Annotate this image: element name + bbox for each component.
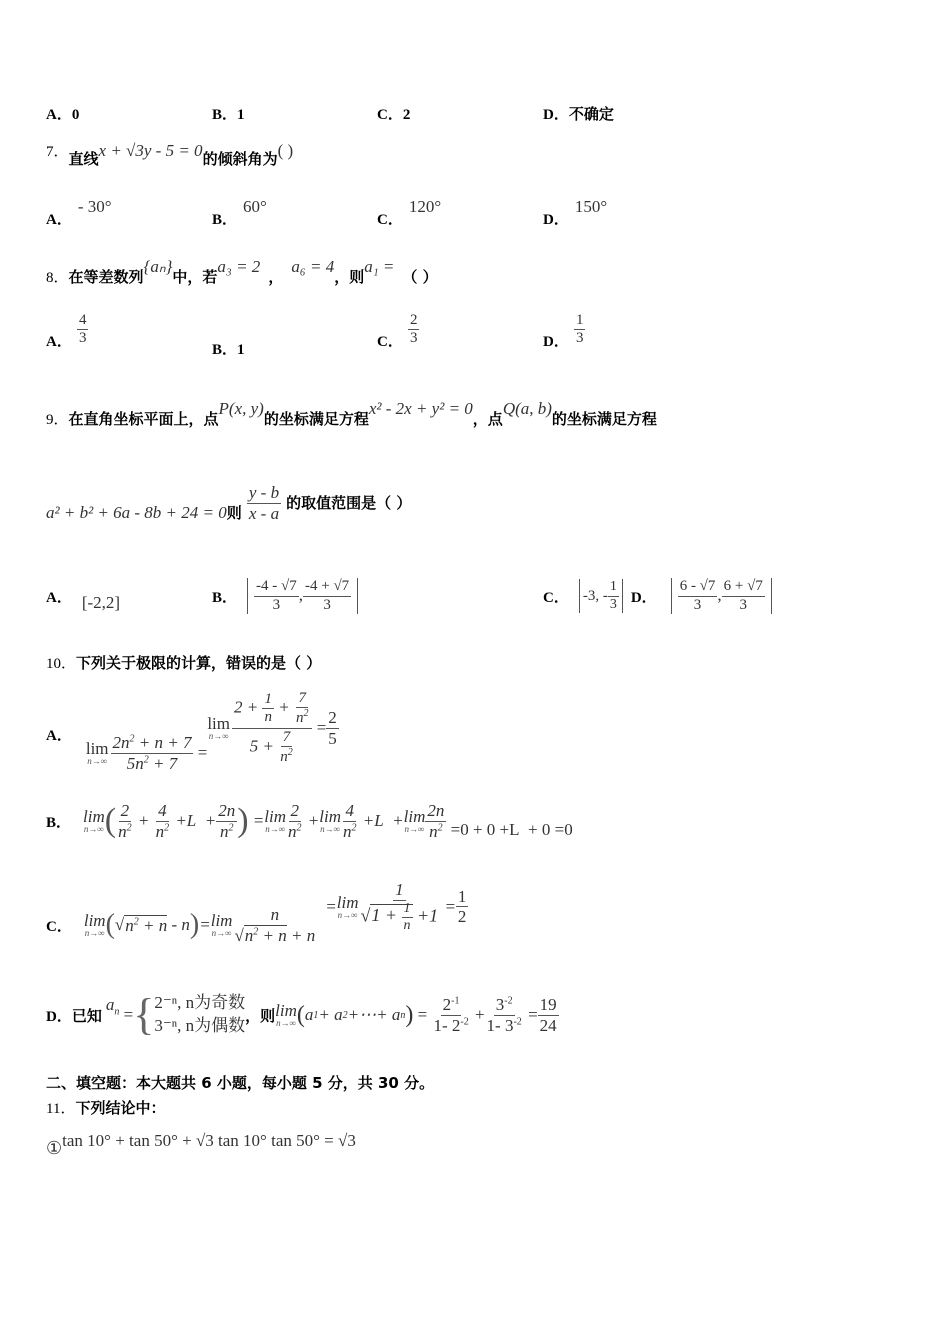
target: a₁ =: [364, 257, 395, 276]
q9-option-b: [212, 567, 358, 625]
item-expression: tan 10° + tan 50° + √3 tan 10° tan 50° = √3: [62, 1131, 356, 1150]
q9-option-a: [46, 567, 120, 625]
option-label: C．: [46, 918, 72, 935]
question-text: 直线: [68, 150, 99, 168]
option-label: D．: [543, 107, 569, 123]
expression: lim n→∞ ( a 1 + a 2 +⋯+ a n ) = $\frac{2^{-1}}{1- 2^{-2}}$ + $\frac{3^{-2}}{1- 3^{-2}}$ = $\frac{19}{24}$: [275, 994, 557, 1035]
expression: lim n→∞ ( √ $n^2 + n$ - n ) = lim n→∞ $\frac{n}{√n^2 + n + n}$: [83, 904, 316, 945]
q7-option-d: [543, 196, 608, 228]
option-value: [-2,2]: [81, 593, 121, 612]
question-text: 在直角坐标平面上，点: [68, 410, 219, 428]
question-7: [46, 140, 294, 168]
question-9-cont: [46, 483, 411, 523]
condition-2: a₆ = 4: [291, 257, 335, 276]
option-value: 0: [71, 107, 80, 123]
q6-option-a: [46, 103, 79, 124]
fraction: $\frac{1}{3}$: [575, 312, 584, 347]
q7-option-c: [377, 196, 442, 228]
answer-blank: （ ）: [402, 268, 438, 286]
option-value: 1: [237, 342, 245, 358]
q10-option-c: [46, 872, 468, 952]
question-text: 的倾斜角为: [202, 150, 278, 168]
option-label: B．: [212, 342, 238, 358]
option-label: D．: [543, 334, 569, 351]
q6-option-c: [377, 103, 410, 124]
option-label: A．: [46, 212, 72, 228]
question-8: [46, 256, 438, 286]
option-label: D．: [46, 1008, 72, 1025]
equation-1: x² - 2x + y² = 0: [368, 399, 473, 418]
piecewise: { 2⁻ⁿ, n为奇数 3⁻ⁿ, n为偶数: [133, 990, 246, 1039]
question-text: 的坐标满足方程: [551, 410, 657, 428]
separator: ，: [268, 268, 284, 286]
q7-option-b: [212, 196, 267, 228]
point-q: Q(a, b): [502, 399, 552, 418]
question-text: 中，若: [172, 268, 218, 286]
option-text: ，则: [245, 1006, 276, 1025]
question-number: 11．: [46, 1101, 76, 1117]
q11-item-1: [46, 1130, 356, 1158]
point-p: P(x, y): [218, 399, 264, 418]
option-label: A．: [46, 107, 72, 123]
answer-blank: ( ): [277, 141, 294, 160]
q6-option-d: [543, 103, 614, 124]
q8-option-a: [46, 312, 88, 351]
question-text: 下列结论中：: [75, 1099, 166, 1117]
section-heading: 二、填空题：本大题共 6 小题，每小题 5 分，共 30 分。: [46, 1074, 435, 1092]
question-text: 下列关于极限的计算，错误的是（ ）: [76, 654, 322, 672]
fraction: $\frac{y - b}{x - a}$: [248, 483, 280, 523]
q10-option-d: D． 已知 $a_n$ = { 2⁻ⁿ, n为奇数 3⁻ⁿ, n为偶数 ，则 lim n→∞ ( a 1 + a 2 +⋯+ a n ) = $\frac{2^{-1}}{1- 2^{-2}}$ + $\frac{3^{-2}}{1- 3^{-2}}$ = $\frac{19}{24}$: [46, 990, 557, 1039]
q8-option-b: [212, 338, 245, 359]
option-label: C．: [543, 589, 569, 606]
option-value: - 30°: [77, 197, 112, 216]
q6-option-b: [212, 103, 245, 124]
option-label: D．: [630, 589, 657, 606]
sequence: {aₙ}: [143, 257, 173, 276]
option-value: 1: [237, 107, 245, 123]
question-number: 8．: [46, 270, 69, 286]
fraction: $\frac{4}{3}$: [78, 312, 87, 347]
option-value: 60°: [243, 197, 267, 216]
option-label: C．: [377, 212, 403, 228]
q7-option-a: [46, 196, 112, 228]
question-10: [46, 652, 321, 673]
option-label: A．: [46, 589, 72, 606]
q8-option-d: [543, 312, 585, 351]
option-label: A．: [46, 334, 72, 351]
q9-option-c: [543, 567, 772, 625]
option-label: D．: [543, 212, 569, 228]
question-text: 在等差数列: [68, 268, 144, 286]
option-label: B．: [212, 107, 238, 123]
question-number: 7．: [46, 144, 69, 160]
option-value: 不确定: [568, 105, 614, 123]
interval: -3, - $\frac{1}{3}$: [579, 579, 623, 612]
option-value: 120°: [408, 197, 442, 216]
option-label: C．: [377, 334, 403, 351]
question-number: 9．: [46, 412, 69, 428]
option-value: 150°: [574, 197, 608, 216]
question-11: [46, 1097, 165, 1118]
option-text: 已知: [71, 1006, 102, 1025]
q8-option-c: [377, 312, 419, 351]
question-9: [46, 398, 657, 428]
item-marker: ①: [46, 1138, 63, 1158]
question-number: 10．: [46, 656, 77, 672]
expression-cont: = lim n→∞ 1 √1 + $\frac{1}{n}$ +1 = $\frac{1}{2}$: [325, 880, 467, 933]
option-label: B．: [212, 212, 238, 228]
question-text: 则: [226, 503, 242, 522]
equation-2: a² + b² + 6a - 8b + 24 = 0: [46, 502, 227, 522]
question-text: 的坐标满足方程: [263, 410, 369, 428]
option-value: 2: [402, 107, 411, 123]
question-text: ，则: [334, 268, 365, 286]
expression: lim n→∞ ( $\frac{2}{n^2}$ + $\frac{4}{n^2}$ +L + $\frac{2n}{n^2}$ ) = lim n→∞ $\frac{2}{n^2}$ + lim n→∞ $\frac{4}{n^2}$ +L + lim n→∞ $\frac{2n}{n^2}$ =0 + 0 +L + 0 =0: [83, 800, 573, 841]
condition-1: a₃ = 2: [217, 257, 261, 276]
fraction: $\frac{2}{3}$: [409, 312, 418, 347]
option-label: B．: [212, 589, 238, 606]
q10-option-a: A． lim n→∞ $\frac{2n^2 + n + 7}{5n^2 + 7}$ = lim n→∞ 2 + $\frac{1}{n}$ + $\frac{7}{n^2}$ 5 + $\frac{7}{n^2}$ = $\frac{2}{5}$: [46, 690, 337, 773]
interval: $\frac{6 - √7}{3}$ , $\frac{6 + √7}{3}$: [671, 578, 772, 614]
question-text: ，点: [472, 410, 503, 428]
option-label: A．: [46, 728, 72, 744]
equation: x + √3y - 5 = 0: [98, 141, 203, 160]
option-label: C．: [377, 107, 403, 123]
option-label: B．: [46, 814, 72, 831]
interval: $\frac{-4 - √7}{3}$ , $\frac{-4 + √7}{3}$: [247, 578, 358, 614]
question-text: 的取值范围是（ ）: [286, 493, 412, 512]
q10-option-b: [46, 796, 573, 846]
